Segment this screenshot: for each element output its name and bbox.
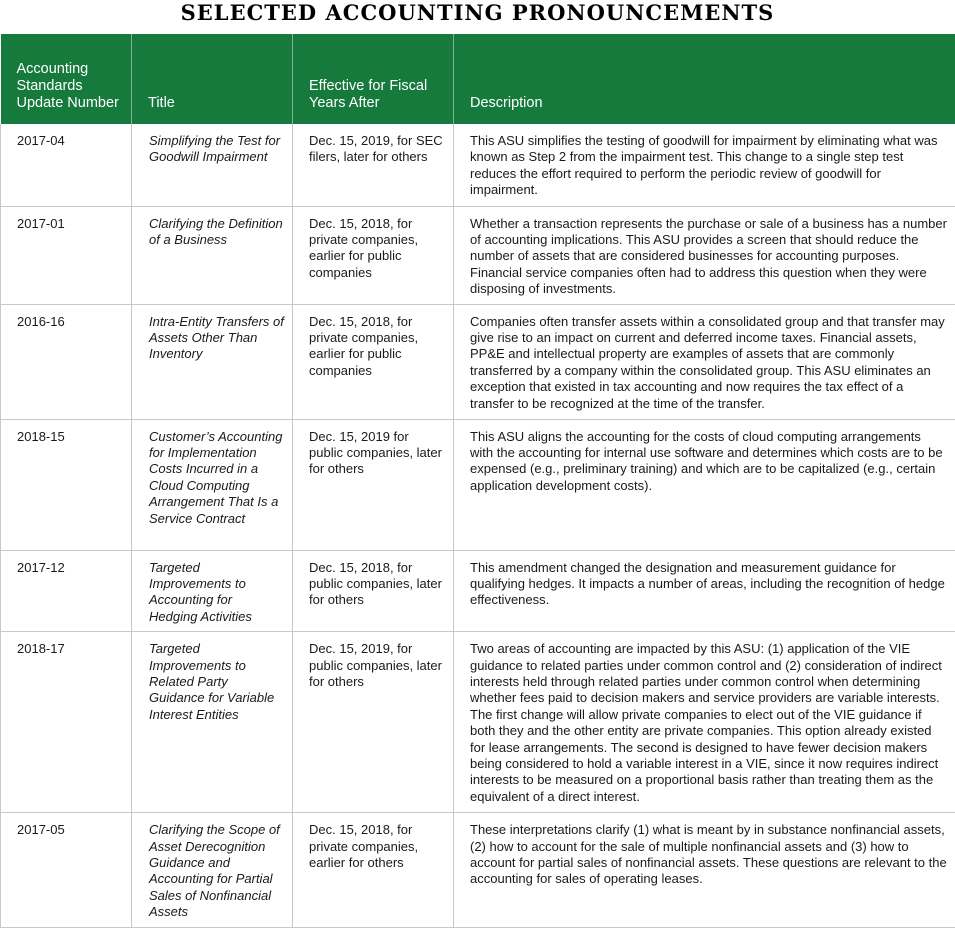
table-header	[1, 34, 955, 124]
effective-date: Dec. 15, 2018, for private companies, earlier for public companies	[293, 304, 454, 419]
header-title: Title	[132, 34, 293, 124]
asu-title: Intra-Entity Transfers of Assets Other Than Inventory	[132, 304, 293, 419]
asu-number: 2016-16	[1, 304, 132, 419]
table-row	[1, 632, 955, 813]
header-description: Description	[454, 34, 955, 124]
header-effective: Effective for Fiscal Years After	[293, 34, 454, 124]
table-row	[1, 304, 955, 419]
effective-date: Dec. 15, 2019, for public companies, later for others	[293, 632, 454, 813]
effective-date: Dec. 15, 2018, for private companies, earlier for others	[293, 813, 454, 927]
header-asu: Accounting Standards Update Number	[1, 34, 132, 124]
effective-date: Dec. 15, 2019, for SEC filers, later for others	[293, 124, 454, 206]
asu-number: 2017-04	[1, 124, 132, 206]
asu-title: Targeted Improvements to Related Party Guidance for Variable Interest Entities	[132, 632, 293, 813]
effective-date: Dec. 15, 2018, for public companies, later for others	[293, 550, 454, 632]
table-row	[1, 813, 955, 927]
asu-number: 2017-01	[1, 206, 132, 304]
asu-description: This amendment changed the designation and measurement guidance for qualifying hedges. It impacts a number of areas, including the recognition of hedge effectiveness.	[454, 550, 955, 632]
asu-title: Simplifying the Test for Goodwill Impairment	[132, 124, 293, 206]
asu-description: Whether a transaction represents the purchase or sale of a business has a number of accounting implications. This ASU provides a screen that should reduce the number of assets that are considered businesses for accounting purposes. Financial service companies often had to address this question when they were disposing of investments.	[454, 206, 955, 304]
asu-description: Companies often transfer assets within a consolidated group and that transfer may give rise to an impact on current and deferred income taxes. Financial assets, PP&E and intellectual property are examples of assets that are commonly transferred by a company within the consolidated group. This ASU eliminates an exception that existed in tax accounting and now requires the tax effect of a transfer to be recognized at the time of the transfer.	[454, 304, 955, 419]
table-row	[1, 206, 955, 304]
asu-number: 2018-17	[1, 632, 132, 813]
asu-description: Two areas of accounting are impacted by this ASU: (1) application of the VIE guidance to related parties under common control and (2) consideration of indirect interests held through related parties under common control when determining whether fees paid to decision makers and service providers are variable interests. The first change will allow private companies to elect out of the VIE guidance if both they and the other entity are private companies. This option already existed for lease arrangements. The second is designed to have fewer decision makers being considered to hold a variable interest in a VIE, since it now requires indirect interests to be measured on a proportional basis rather than treating them as the equivalent of a direct interest.	[454, 632, 955, 813]
page-title: SELECTED ACCOUNTING PRONOUNCEMENTS	[180, 0, 775, 25]
asu-title: Clarifying the Scope of Asset Derecognition Guidance and Accounting for Partial Sales of Nonfinancial Assets	[132, 813, 293, 927]
asu-title: Customer’s Accounting for Implementation Costs Incurred in a Cloud Computing Arrangement That Is a Service Contract	[132, 419, 293, 550]
asu-description: This ASU simplifies the testing of goodwill for impairment by eliminating what was known as Step 2 from the impairment test. This change to a single step test reduces the effort required to perform the periodic review of goodwill for impairment.	[454, 124, 955, 206]
asu-description: These interpretations clarify (1) what is meant by in substance nonfinancial assets, (2) how to account for the sale of multiple nonfinancial assets and (3) how to account for partial sales of nonfinancial assets. These questions are relevant to the accounting for sales of operating leases.	[454, 813, 955, 927]
pronouncements-table	[0, 34, 955, 928]
asu-number: 2017-12	[1, 550, 132, 632]
table-body	[1, 124, 955, 927]
asu-title: Clarifying the Definition of a Business	[132, 206, 293, 304]
asu-description: This ASU aligns the accounting for the costs of cloud computing arrangements with the accounting for internal use software and determines which costs are to be expensed (e.g., preliminary training) and which are to be capitalized (e.g., certain application development costs).	[454, 419, 955, 550]
asu-number: 2018-15	[1, 419, 132, 550]
table-row	[1, 419, 955, 550]
table-row	[1, 124, 955, 206]
asu-number: 2017-05	[1, 813, 132, 927]
table-row	[1, 550, 955, 632]
effective-date: Dec. 15, 2019 for public companies, later for others	[293, 419, 454, 550]
effective-date: Dec. 15, 2018, for private companies, earlier for public companies	[293, 206, 454, 304]
asu-title: Targeted Improvements to Accounting for Hedging Activities	[132, 550, 293, 632]
